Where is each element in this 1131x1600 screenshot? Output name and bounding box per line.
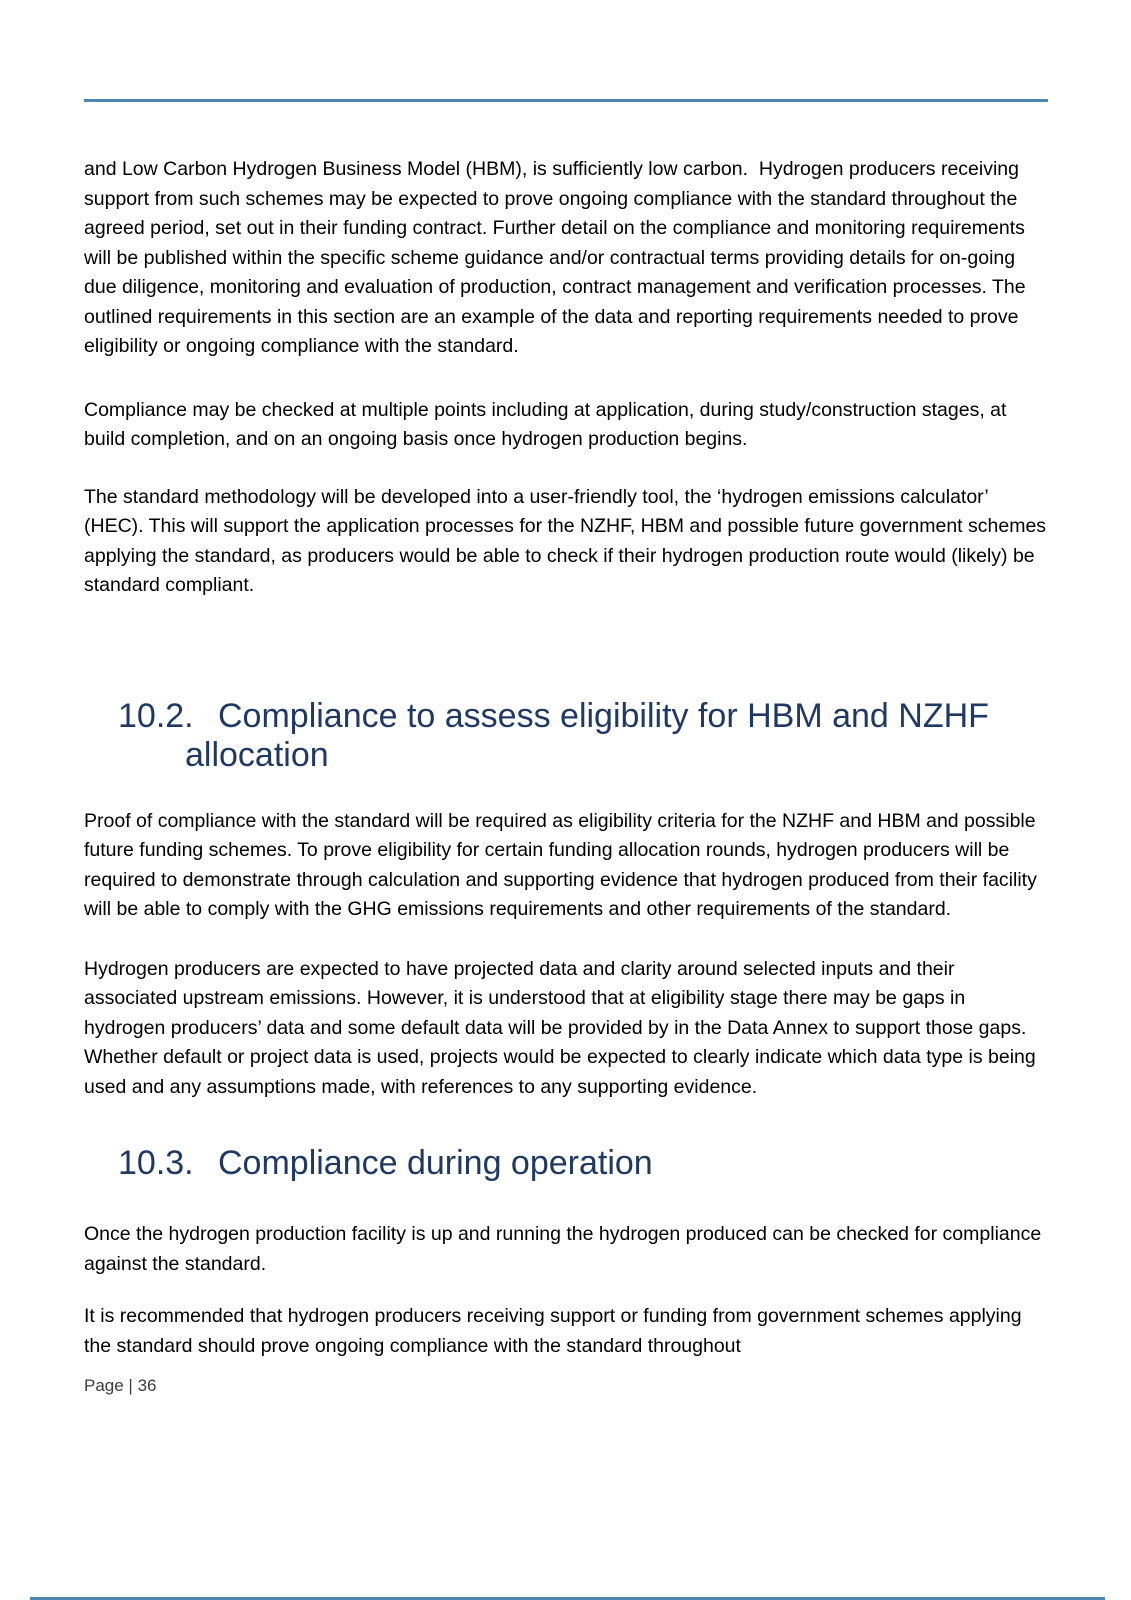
paragraph-10-3-1: Once the hydrogen production facility is up and running the hydrogen produced can be checked for compliance against the standard. (84, 1223, 1047, 1275)
section-heading-10-2 (84, 697, 1048, 775)
paragraph-intro-2: Compliance may be checked at multiple points including at application, during study/construction stages, at build completion, and on an ongoing basis once hydrogen production begins. (84, 398, 1012, 450)
paragraph-intro-1: and Low Carbon Hydrogen Business Model (HBM), is sufficiently low carbon. Hydrogen producers receiving support from such schemes may be expected to prove ongoing compliance with the standard throughout the agreed period, set out in their funding contract. Further detail on the compliance and monitoring requirements will be published within the specific scheme guidance and/or contractual terms providing details for on-going due diligence, monitoring and evaluation of production, contract management and verification processes. The outlined requirements in this section are an example of the data and reporting requirements needed to prove eligibility or ongoing compliance with the standard. (84, 158, 1032, 357)
section-heading-10-3 (84, 1144, 1048, 1183)
section-number-10-3: 10.3. (118, 1144, 194, 1182)
section-title-10-2: Compliance to assess eligibility for HBM and NZHF allocation (185, 696, 989, 774)
paragraph-10-3-2: It is recommended that hydrogen producers receiving support or funding from government schemes applying the standard should prove ongoing compliance with the standard throughout (84, 1305, 1028, 1357)
section-number-10-2: 10.2. (118, 696, 194, 735)
page-content (0, 99, 1131, 1399)
paragraph-10-2-2: Hydrogen producers are expected to have projected data and clarity around selected inputs and their associated upstream emissions. However, it is understood that at eligibility stage there may be gaps in hydrogen producers’ data and some default data will be provided by in the Data Annex to support those gaps. Whether default or project data is used, projects would be expected to clearly indicate which data type is being used and any assumptions made, with references to any supporting evidence. (84, 957, 1042, 1098)
header-rule (84, 99, 1048, 102)
paragraph-10-2-1: Proof of compliance with the standard will be required as eligibility criteria for the NZHF and HBM and possible future funding schemes. To prove eligibility for certain funding allocation rounds, hydrogen producers will be required to demonstrate through calculation and supporting evidence that hydrogen produced from their facility will be able to comply with the GHG emissions requirements and other requirements of the standard. (84, 809, 1043, 920)
page-number-footer: Page | 36 (84, 1376, 157, 1395)
paragraph-intro-3: The standard methodology will be developed into a user-friendly tool, the ‘hydrogen emissions calculator’ (HEC). This will support the application processes for the NZHF, HBM and possible future government schemes applying the standard, as producers would be able to check if their hydrogen production route would (likely) be standard compliant. (84, 485, 1052, 596)
section-title-10-3: Compliance during operation (218, 1144, 653, 1182)
